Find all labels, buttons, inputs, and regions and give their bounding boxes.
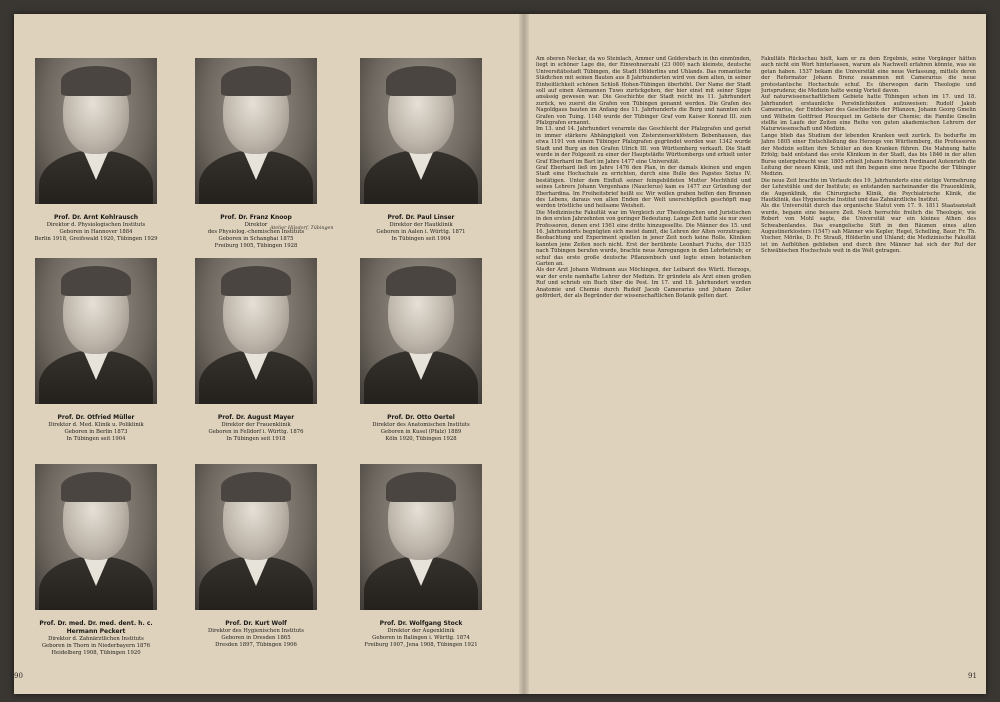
text-column-1 — [536, 56, 751, 668]
article-paragraph: Fakultäts Rückschau hielt, kam er zu dem Ergebnis, seine Vorgänger hätten auch nicht ein Wort hinterlassen, warum als Nachwelt erfahren könnte, was sie getan haben. 1537 bekam die Universität eine neue Verfassung, mittels deren der Reformator Johann Brenz zusammen mit Camerarius die neue protestantische Hochschule schuf. Es überwogen darin Theologie und Jurisprudenz; die Medizin hatte wenig Vorteil davon. — [761, 56, 976, 95]
portrait-caption-line: Geboren in Balingen i. Württg. 1874 — [372, 635, 470, 641]
portrait-caption-line: Köln 1920, Tübingen 1928 — [385, 436, 457, 442]
portrait-name: Prof. Dr. Franz Knoop — [220, 214, 292, 221]
portrait-caption-line: Direktor des Anatomischen Instituts — [372, 422, 470, 428]
article-paragraph: Die Medizinische Fakultät war im Vergleich zur Theologischen und Juristischen in den ersten Jahrzehnten von geringer Bedeutung. Lange Zeit hatte sie nur zwei Professoren, denen erst 1561 eine dritte hinzugesellte. Die Männer des 15. und 16. Jahrhunderts begnügten sich meist damit, die Lehren der Alten vorzutragen; Beobachtung und Experiment spielten in jener Zeit noch keine Rolle. Kliniken kannten jene Zeiten noch nicht. Erst der berühmte Leonhart Fuchs, der 1535 nach Tübingen berufen wurde, brachte neue Anregungen in den Lehrbetrieb; er schuf das erste große deutsche Pflanzenbuch und legte einen botanischen Garten an. — [536, 209, 751, 267]
portrait-name: Prof. Dr. med. Dr. med. dent. h. c. Hermann Peckert — [39, 620, 153, 635]
portrait-caption-line: Direktor der Augenklinik — [387, 628, 455, 634]
portrait-caption-line: Geboren in Aalen i. Württg. 1871 — [376, 229, 466, 235]
portrait-name: Prof. Dr. August Mayer — [217, 414, 295, 421]
portrait-caption-line: des Physiolog.-chemischen Instituts — [207, 229, 305, 235]
portrait-name: Prof. Dr. Kurt Wolf — [225, 620, 287, 627]
portrait-card — [26, 58, 166, 243]
portrait-caption-line: Berlin 1918, Greifswald 1920, Tübingen 1929 — [34, 236, 158, 242]
portrait-caption-line: Geboren in Kusel (Pfalz) 1889 — [380, 429, 462, 435]
article-paragraph: Die neue Zeit brachte im Verlaufe des 19. Jahrhunderts eine stetige Vermehrung der Lehrstühle und der Institute; es entstanden nacheinander die Frauenklinik, die Augenklinik, die Chirurgische Klinik, die Psychiatrische Klinik, die Hautklinik, das Hygienische Institut und das Zahnärztliche Institut. — [761, 177, 976, 203]
portrait-caption — [26, 214, 166, 243]
portrait-caption-line: Direktor des Hygienischen Instituts — [208, 628, 304, 634]
portrait-caption-line: Geboren in Berlin 1873 — [64, 429, 128, 435]
portrait-caption — [351, 620, 491, 649]
portrait-caption-line: Freiburg 1905, Tübingen 1928 — [214, 243, 298, 249]
portrait-photo — [360, 464, 482, 610]
portrait-card — [186, 464, 326, 649]
portrait-caption — [186, 620, 326, 649]
portrait-caption-line: Geboren in Thorn in Niederbayern 1876 — [41, 643, 151, 649]
portrait-photo — [35, 258, 157, 404]
page-number-right: 91 — [968, 672, 977, 680]
magazine-spread — [14, 14, 986, 694]
portrait-caption-line: Heidelberg 1908, Tübingen 1920 — [51, 650, 141, 656]
portrait-caption-line: Direktor d. Physiologischen Instituts — [46, 222, 146, 228]
portrait-name: Prof. Dr. Otto Oertel — [387, 414, 455, 421]
photo-credit: Atelier Hilsdorf, Tübingen — [270, 226, 334, 231]
portrait-caption — [26, 414, 166, 443]
portrait-photo — [195, 58, 317, 204]
portrait-caption-line: Geboren in Hannover 1884 — [59, 229, 133, 235]
article-paragraph: Als die Universität durch das organische Statut vom 17. 9. 1811 Staatsanstalt wurde, begann eine bessere Zeit. Noch herrschte freilich die Theologie, wie Robert von Mohl sagte, die Universität war ein kleines Athen des Schwabenlandes. Das evangelische Stift in den Räumen eines alten Augustinerklosters (1547) sah Männer wie Kepler, Hegel, Schelling, Baur, Fr. Th. Vischer, Mörike, D. Fr. Strauß, Hölderlin und Uhland; die Medizinische Fakultät ist im Aufblühen geblieben und durch ihre Männer hat sich der Ruf der Schwäbischen Hochschule weit in die Welt getragen. — [761, 203, 976, 255]
portrait-caption — [351, 214, 491, 243]
portrait-caption-line: Direktor der Hautklinik — [389, 222, 453, 228]
article-paragraph: Im 13. und 14. Jahrhundert verarmte das Geschlecht der Pfalzgrafen und geriet in immer stärkere Abhängigkeit von Zisterzienserklöstern Bebenhausen, das etwa 1191 von einem Tübinger Pfalzgrafen gegründet worden war. 1342 wurde Stadt und Burg an den Grafen Ulrich III. von Württemberg verkauft. Die Stadt wurde in der Folgezeit zu einer der Hauptstädte Württembergs und erhielt unter Graf Eberhard im Bart im Jahre 1477 eine Universität. — [536, 126, 751, 165]
portrait-caption-line: Freiburg 1907, Jena 1908, Tübingen 1921 — [364, 642, 478, 648]
article-paragraph: Graf Eberhard ließ im Jahre 1476 den Plan, in der damals kleinen und engen Stadt eine Hochschule zu errichten, durch eine Bulle des Papstes Sixtus IV. bestätigen. Unter dem Einfluß seiner feingebildeten Mutter Mechthild und seines Lehrers Johann Vergenhans (Nauclerus) kam es 1477 zur Gründung der Eberhardina. Im Freiheitsbrief heißt es: Wir wollen graben helfen den Brunnen des Lebens, daraus von allen Enden der Welt unerschöpflich geschöpft mag werden tröstliche und heilsame Weisheit. — [536, 164, 751, 210]
portrait-caption-line: In Tübingen seit 1918 — [226, 436, 286, 442]
text-column-2 — [761, 56, 976, 668]
portrait-card — [186, 58, 326, 250]
portrait-photo — [195, 258, 317, 404]
portrait-card — [26, 258, 166, 443]
portrait-name: Prof. Dr. Wolfgang Stock — [379, 620, 463, 627]
portrait-photo — [35, 464, 157, 610]
portrait-grid — [26, 58, 516, 682]
article-paragraph: Als der Arzt Johann Widmann aus Möchingen, der Leibarzt des Württ. Herzogs, war der erste namhafte Lehrer der Medizin. Er gründete als Arzt einen großen Ruf und schrieb ein Buch über die Pest. Im 17. und 18. Jahrhundert wurden Anatomie und Chemie durch Rudolf Jacob Camerarius und Johann Zeller gefördert, der als Begründer der wissenschaftlichen Botanik gelten darf. — [536, 267, 751, 300]
article-paragraph: Lange blieb das Studium der lebenden Kranken weit zurück. Es bedurfte im Jahre 1805 einer Entschließung des Herzogs von Württemberg, die Professoren der Medizin sollten ihre Schüler an den Kranken führen. Die Mahnung hatte Erfolg; bald entstand das erste Klinikum in der Stadt, das bis 1846 in der alten Burse untergebracht war. 1805 erhielt Johann Heinrich Ferdinand Autenrieth die Leitung der neuen Klinik, und mit ihm begann eine neue Epoche der Tübinger Medizin. — [761, 132, 976, 178]
portrait-caption — [186, 214, 326, 250]
article-text — [536, 56, 976, 668]
portrait-caption-line: In Tübingen seit 1904 — [66, 436, 126, 442]
portrait-photo — [360, 58, 482, 204]
portrait-caption-line: In Tübingen seit 1904 — [391, 236, 451, 242]
portrait-card — [351, 258, 491, 443]
portrait-caption-line: Geboren in Felldorf i. Württg. 1876 — [208, 429, 304, 435]
portrait-caption — [26, 620, 166, 657]
portrait-caption — [186, 414, 326, 443]
portrait-photo — [35, 58, 157, 204]
portrait-caption-line: Geboren in Schanghai 1875 — [218, 236, 294, 242]
portrait-card — [186, 258, 326, 443]
portrait-caption — [351, 414, 491, 443]
portrait-caption-line: Direktor der Frauenklinik — [221, 422, 291, 428]
portrait-photo — [195, 464, 317, 610]
portrait-card — [26, 464, 166, 657]
portrait-name: Prof. Dr. Arnt Kohlrausch — [53, 214, 139, 221]
page-number-left: 90 — [14, 672, 23, 680]
article-paragraph: Am oberen Neckar, da wo Steinlach, Ammer und Goldersbach in ihn einmünden, liegt in schöner Lage die, der Einwohnerzahl (23 000) nach kleinste, deutsche Universitätsstadt Tübingen, die Stadt Hölderlins und Uhlands. Das romantische Städtchen mit seinen Bauten aus 8 Jahrhunderten wird von dem alten, in seiner Einheitlichkeit schönen Schloß Hohen-Tübingen überhöht. Der Name der Stadt soll auf einen Alemannen Tuwo zurückgehen, der hier einst mit seiner Sippe ansässig gewesen war. Die Geschichte der Stadt reicht ins 11. Jahrhundert zurück, wo zuerst die Grafen von Tübingen genannt werden. Die Grafen des Nagoldgaus bauten im Anfang des 11. Jahrhunderts die Burg und nannten sich Grafen von Tuing. 1148 wurde der Tübinger Graf vom Kaiser Konrad III. zum Pfalzgrafen ernannt. — [536, 56, 751, 127]
portrait-caption-line: Geboren in Dresden 1865 — [221, 635, 291, 641]
portrait-caption-line: Direktor — [244, 222, 268, 228]
portrait-caption-line: Dresden 1897, Tübingen 1906 — [215, 642, 297, 648]
portrait-name: Prof. Dr. Otfried Müller — [57, 414, 135, 421]
page-gutter — [519, 14, 529, 694]
portrait-card — [351, 464, 491, 649]
portrait-name: Prof. Dr. Paul Linser — [387, 214, 455, 221]
portrait-card — [351, 58, 491, 243]
article-paragraph: Auf naturwissenschaftlichem Gebiete hatte Tübingen schon im 17. und 18. Jahrhundert erstaunliche Persönlichkeiten aufzuweisen: Rudolf Jakob Camerarius, der Entdecker des Geschlechts der Pflanzen, Johann Georg Gmelin und Wilhelm Gottfried Ploucquet im Gebiete der Chemie; die Familie Gmelin stellte im Laufe der Zeiten eine Reihe von guten akademischen Lehrern der Naturwissenschaft und Medizin. — [761, 94, 976, 133]
portrait-caption-line: Direktor d. Zahnärztlichen Instituts — [48, 636, 144, 642]
portrait-caption-line: Direktor d. Med. Klinik u. Poliklinik — [48, 422, 144, 428]
portrait-photo — [360, 258, 482, 404]
